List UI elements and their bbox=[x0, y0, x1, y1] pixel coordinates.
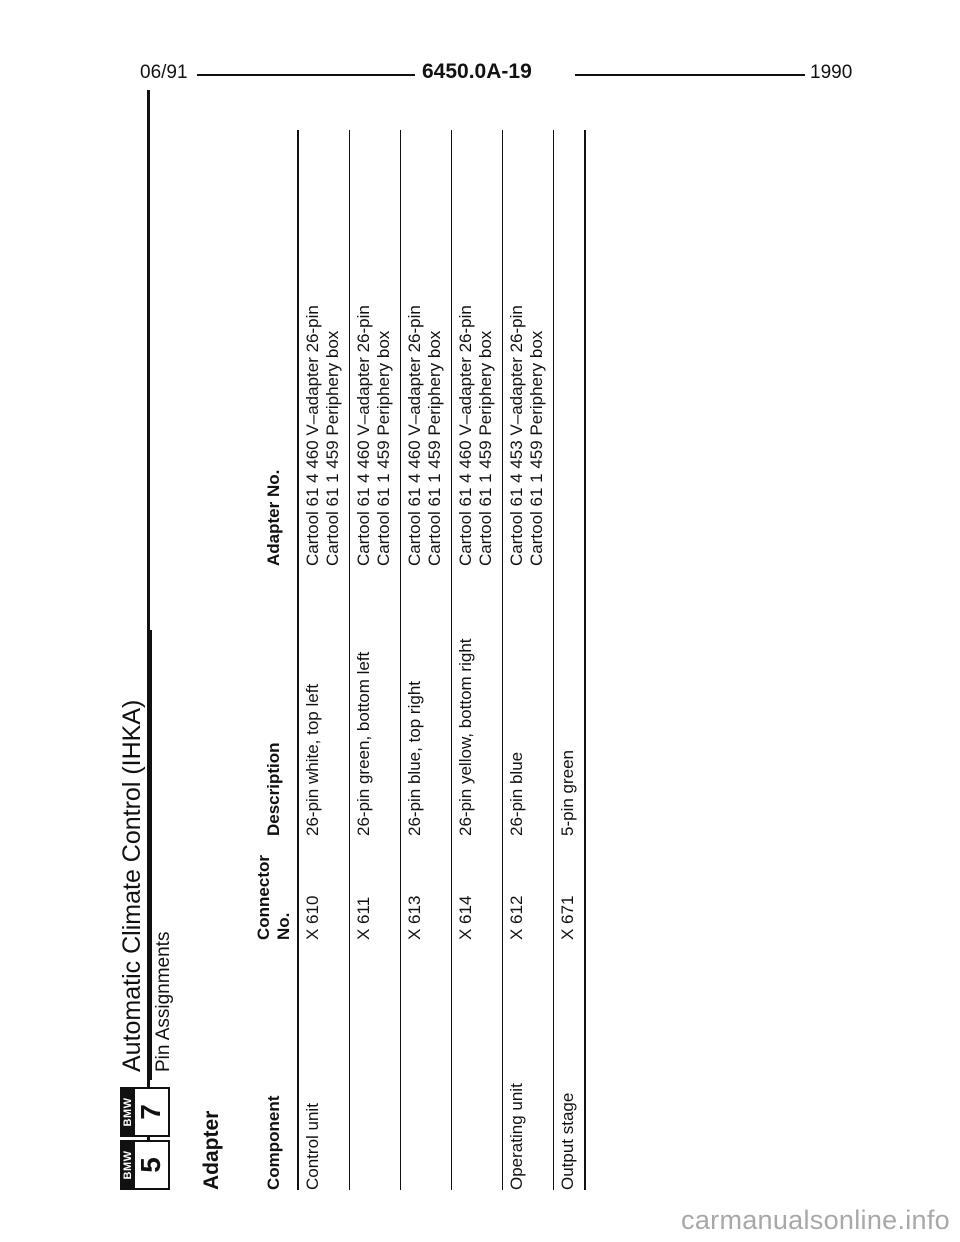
cell-component bbox=[350, 940, 401, 1190]
logo-series: 7 bbox=[135, 1104, 166, 1120]
cell-adapter bbox=[401, 130, 452, 566]
col-header-component: Component bbox=[250, 940, 298, 1190]
col-header-connector: Connector No. bbox=[250, 850, 298, 940]
bmw-series-logo bbox=[120, 1087, 168, 1190]
header-rule-left bbox=[197, 74, 415, 76]
adapter-line: Cartool 61 1 459 Periphery box bbox=[374, 330, 393, 566]
cell-adapter bbox=[554, 130, 586, 566]
cell-connector: X 613 bbox=[401, 850, 452, 940]
watermark: carmanualsonline.info bbox=[681, 1205, 950, 1235]
logo-brand: BMW bbox=[122, 1089, 135, 1135]
cell-description: 26-pin white, top left bbox=[298, 566, 350, 850]
col-header-adapter: Adapter No. bbox=[250, 130, 298, 566]
cell-component bbox=[401, 940, 452, 1190]
logo-box-7 bbox=[120, 1087, 170, 1137]
cell-component bbox=[452, 940, 503, 1190]
cell-description: 26-pin yellow, bottom right bbox=[452, 566, 503, 850]
cell-adapter bbox=[350, 130, 401, 566]
logo-box-5 bbox=[120, 1140, 170, 1190]
section-heading: Adapter bbox=[200, 1110, 223, 1190]
rotated-page-content bbox=[118, 100, 577, 1190]
cell-description: 26-pin blue bbox=[503, 566, 554, 850]
cell-adapter bbox=[298, 130, 350, 566]
logo-series: 5 bbox=[135, 1157, 166, 1173]
table-row bbox=[401, 130, 452, 1190]
table-row bbox=[350, 130, 401, 1190]
adapter-line: Cartool 61 1 459 Periphery box bbox=[476, 330, 495, 566]
cell-connector: X 614 bbox=[452, 850, 503, 940]
cell-component: Operating unit bbox=[503, 940, 554, 1190]
cell-description: 26-pin green, bottom left bbox=[350, 566, 401, 850]
cell-component: Output stage bbox=[554, 940, 586, 1190]
cell-description: 5-pin green bbox=[554, 566, 586, 850]
cell-description: 26-pin blue, top right bbox=[401, 566, 452, 850]
adapter-line: Cartool 61 1 459 Periphery box bbox=[527, 330, 546, 566]
cell-connector: X 612 bbox=[503, 850, 554, 940]
header-date: 06/91 bbox=[140, 62, 188, 83]
cell-adapter bbox=[503, 130, 554, 566]
adapter-line: Cartool 61 4 453 V–adapter 26-pin bbox=[507, 305, 526, 566]
cell-connector: X 611 bbox=[350, 850, 401, 940]
table-row bbox=[452, 130, 503, 1190]
adapter-line: Cartool 61 1 459 Periphery box bbox=[323, 330, 342, 566]
adapter-line: Cartool 61 4 460 V–adapter 26-pin bbox=[354, 305, 373, 566]
adapter-line: Cartool 61 4 460 V–adapter 26-pin bbox=[303, 305, 322, 566]
logo-brand: BMW bbox=[122, 1142, 135, 1188]
table-row bbox=[503, 130, 554, 1190]
table-header-row bbox=[250, 130, 298, 1190]
document-title: Automatic Climate Control (IHKA) bbox=[118, 699, 146, 1072]
adapter-line: Cartool 61 4 460 V–adapter 26-pin bbox=[405, 305, 424, 566]
title-rule bbox=[150, 630, 152, 1080]
cell-component: Control unit bbox=[298, 940, 350, 1190]
header-rule-right bbox=[575, 74, 805, 76]
adapter-table bbox=[250, 130, 586, 1190]
header-year: 1990 bbox=[810, 62, 853, 83]
document-subtitle: Pin Assignments bbox=[153, 931, 174, 1072]
adapter-line: Cartool 61 1 459 Periphery box bbox=[425, 330, 444, 566]
cell-connector: X 671 bbox=[554, 850, 586, 940]
cell-adapter bbox=[452, 130, 503, 566]
col-header-description: Description bbox=[250, 566, 298, 850]
page-code: 6450.0A-19 bbox=[422, 60, 532, 83]
table-row bbox=[298, 130, 350, 1190]
adapter-line: Cartool 61 4 460 V–adapter 26-pin bbox=[456, 305, 475, 566]
cell-connector: X 610 bbox=[298, 850, 350, 940]
table-row bbox=[554, 130, 586, 1190]
